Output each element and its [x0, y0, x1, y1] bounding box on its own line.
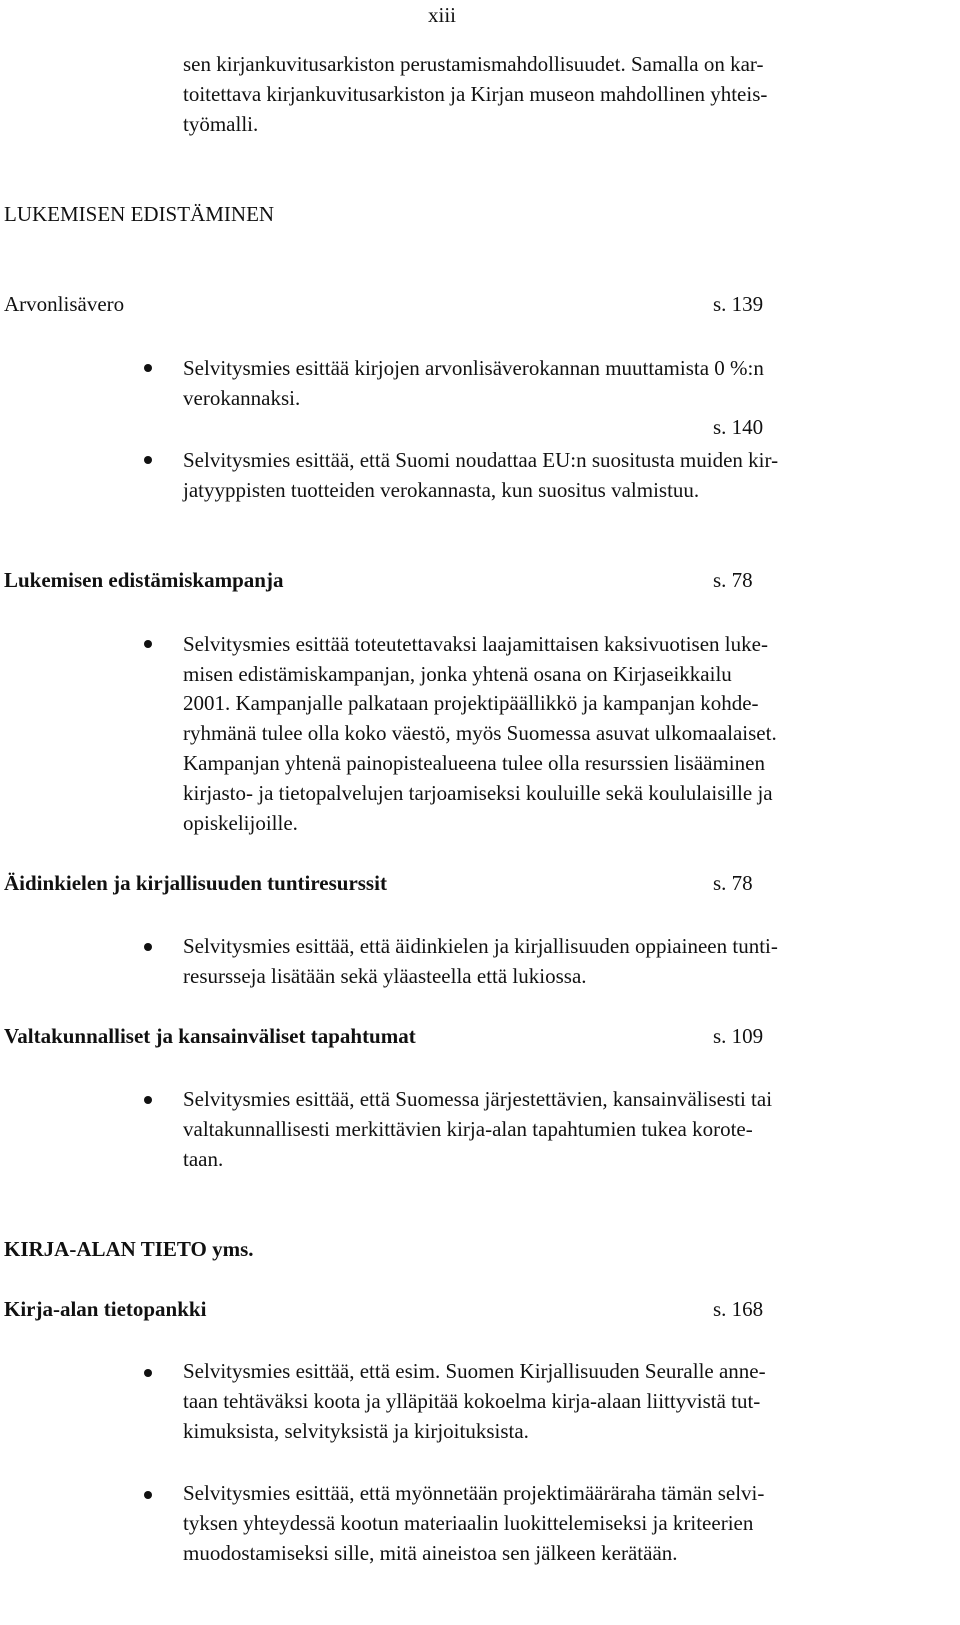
bullet-text-line: verokannaksi.: [183, 386, 301, 410]
bullet-text-line: Selvitysmies esittää, että myönnetään projektimääräraha tämän selvi-: [183, 1481, 765, 1505]
bullet-text-line: resursseja lisätään sekä yläasteella että lukiossa.: [183, 964, 587, 988]
bullet-text-line: Selvitysmies esittää, että Suomessa järjestettävien, kansainvälisesti tai: [183, 1087, 773, 1111]
bullet-icon: [144, 364, 152, 372]
subsection-title-kampanja: Lukemisen edistämiskampanja: [4, 568, 284, 592]
bullet-text-line: muodostamiseksi sille, mitä aineistoa sen jälkeen kerätään.: [183, 1541, 678, 1565]
page-reference: s. 139: [713, 292, 764, 316]
page-reference: s. 140: [713, 415, 764, 439]
bullet-text-line: Kampanjan yhtenä painopistealueena tulee olla resurssien lisääminen: [183, 751, 765, 775]
subsection-title-aidinkieli: Äidinkielen ja kirjallisuuden tuntiresurssit: [4, 871, 387, 895]
bullet-text-line: misen edistämiskampanjan, jonka yhtenä osana on Kirjaseikkailu: [183, 662, 732, 686]
bullet-icon: [144, 1491, 152, 1499]
page-reference: s. 78: [713, 568, 753, 592]
bullet-icon: [144, 1096, 152, 1104]
intro-line: toitettava kirjankuvitusarkiston ja Kirjan museon mahdollinen yhteis-: [183, 82, 768, 106]
bullet-text-line: kimuksista, selvityksistä ja kirjoituksista.: [183, 1419, 529, 1443]
bullet-text-line: jatyyppisten tuotteiden verokannasta, kun suositus valmistuu.: [183, 478, 700, 502]
section-heading-lukemisen-edistaminen: LUKEMISEN EDISTÄMINEN: [4, 202, 275, 226]
bullet-text-line: 2001. Kampanjalle palkataan projektipäällikkö ja kampanjan kohde-: [183, 691, 759, 715]
bullet-text-line: tyksen yhteydessä kootun materiaalin luokittelemiseksi ja kriteerien: [183, 1511, 754, 1535]
bullet-text-line: valtakunnallisesti merkittävien kirja-alan tapahtumien tukea korote-: [183, 1117, 753, 1141]
bullet-icon: [144, 640, 152, 648]
page-number: xiii: [428, 3, 457, 27]
bullet-text-line: Selvitysmies esittää kirjojen arvonlisäverokannan muuttamista 0 %:n: [183, 356, 764, 380]
bullet-text-line: opiskelijoille.: [183, 811, 298, 835]
bullet-text-line: taan.: [183, 1147, 224, 1171]
page-reference: s. 78: [713, 871, 753, 895]
bullet-text-line: Selvitysmies esittää toteutettavaksi laajamittaisen kaksivuotisen luke-: [183, 632, 768, 656]
bullet-icon: [144, 943, 152, 951]
page-reference: s. 109: [713, 1024, 764, 1048]
subsection-title-arvonlisavero: Arvonlisävero: [4, 292, 125, 316]
bullet-text-line: ryhmänä tulee olla koko väestö, myös Suomessa asuvat ulkomaalaiset.: [183, 721, 777, 745]
page-reference: s. 168: [713, 1297, 764, 1321]
intro-line: sen kirjankuvitusarkiston perustamismahdollisuudet. Samalla on kar-: [183, 52, 764, 76]
subsection-title-tietopankki: Kirja-alan tietopankki: [4, 1297, 207, 1321]
section-heading-kirja-alan-tieto: KIRJA-ALAN TIETO yms.: [4, 1237, 254, 1261]
bullet-text-line: taan tehtäväksi koota ja ylläpitää kokoelma kirja-alaan liittyvistä tut-: [183, 1389, 761, 1413]
bullet-text-line: kirjasto- ja tietopalvelujen tarjoamiseksi kouluille sekä koululaisille ja: [183, 781, 773, 805]
bullet-text-line: Selvitysmies esittää, että äidinkielen ja kirjallisuuden oppiaineen tunti-: [183, 934, 778, 958]
bullet-icon: [144, 1369, 152, 1377]
bullet-icon: [144, 456, 152, 464]
bullet-text-line: Selvitysmies esittää, että esim. Suomen Kirjallisuuden Seuralle anne-: [183, 1359, 766, 1383]
intro-line: työmalli.: [183, 112, 259, 136]
subsection-title-tapahtumat: Valtakunnalliset ja kansainväliset tapahtumat: [4, 1024, 416, 1048]
bullet-text-line: Selvitysmies esittää, että Suomi noudattaa EU:n suositusta muiden kir-: [183, 448, 779, 472]
